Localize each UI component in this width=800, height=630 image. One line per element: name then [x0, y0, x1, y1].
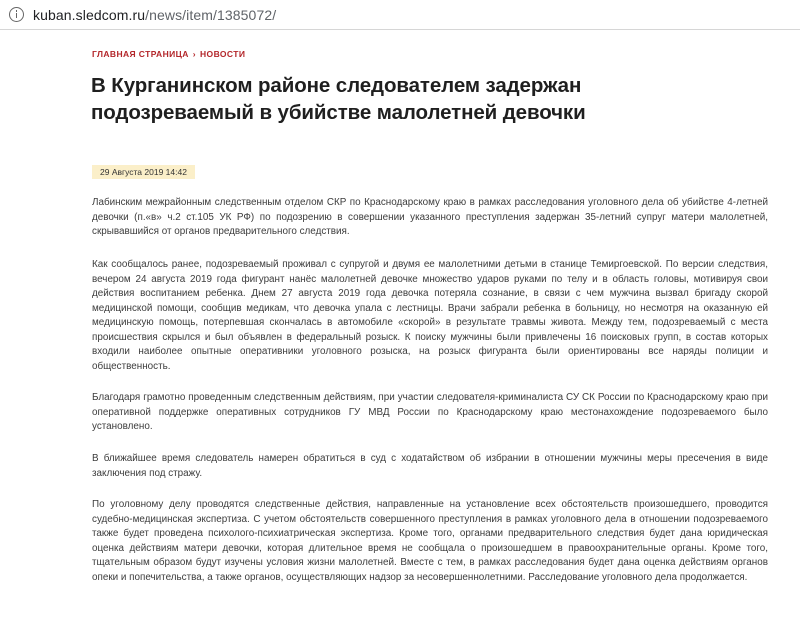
url-domain: kuban.sledcom.ru [33, 7, 146, 23]
article-date: 29 Августа 2019 14:42 [92, 165, 195, 179]
article-paragraph: В ближайшее время следователь намерен обратиться в суд с ходатайством об избрании в отношении мужчины меры пресечения в виде заключения под стражу. [92, 453, 768, 479]
article-title: В Курганинском районе следователем задержан подозреваемый в убийстве малолетней девочки [91, 74, 586, 124]
breadcrumb-separator: › [192, 49, 197, 59]
address-bar[interactable] [0, 0, 800, 30]
url-text[interactable] [33, 7, 276, 23]
article-paragraph: Как сообщалось ранее, подозреваемый проживал с супругой и двумя ее малолетними детьми в станице Темиргоевской. По версии следствия, вечером 24 августа 2019 года фигурант нанёс малолетней девочке множество ударов руками по телу и в область головы, мотивируя свои действия воспитанием ребенка. Днем 27 августа 2019 года девочка потеряла сознание, в связи с чем мужчина вызвал бригаду скорой медицинской помощи, сообщив медикам, что девочка упала с лестницы. Врачи забрали ребенка в больницу, но несмотря на оказанную ей медицинскую помощь, потерпевшая скончалась в автомобиле «скорой» в результате травмы живота. Между тем, подозреваемый с места происшествия скрылся и был объявлен в федеральный розыск. К поиску мужчины были привлечены 16 поисковых групп, в состав которых входили наиболее опытные оперативники уголовного розыска, на розыск фигуранта были ориентированы все наряды полиции и общественность. [92, 259, 768, 372]
article-paragraph: Благодаря грамотно проведенным следственным действиям, при участии следователя-криминалиста СУ СК России по Краснодарскому краю при оперативной поддержке оперативных сотрудников ГУ МВД России по Краснодарскому краю местонахождение подозреваемого было установлено. [92, 392, 768, 432]
breadcrumb-home-link[interactable]: ГЛАВНАЯ СТРАНИЦА [92, 49, 189, 59]
breadcrumb [92, 49, 245, 59]
breadcrumb-news-link[interactable]: НОВОСТИ [200, 49, 246, 59]
info-icon[interactable] [9, 7, 24, 22]
url-path: /news/item/1385072/ [145, 7, 277, 23]
article-paragraph: По уголовному делу проводятся следственные действия, направленные на установление всех обстоятельств произошедшего, проводится судебно-медицинская экспертиза. С учетом обстоятельств совершенного преступления в рамках уголовного дела в отношении подозреваемого также будет проведена психолого-психиатрическая экспертиза. Кроме того, органами предварительного следствия будет дана юридическая оценка действиям матери девочки, которая длительное время не сообщала о произошедшем в правоохранительные органы. Кроме того, тщательным образом будут изучены условия жизни малолетней. Вместе с тем, в рамках расследования будет дана оценка действиям органов опеки и попечительства, а также органов, осуществляющих надзор за несовершеннолетними. Расследование уголовного дела продолжается. [92, 499, 768, 583]
article-paragraph: Лабинским межрайонным следственным отделом СКР по Краснодарскому краю в рамках расследования уголовного дела об убийстве 4-летней девочки (п.«в» ч.2 ст.105 УК РФ) по подозрению в совершении указанного преступления задержан 35-летний супруг матери малолетней, скрывавшийся от органов предварительного следствия. [92, 197, 768, 237]
